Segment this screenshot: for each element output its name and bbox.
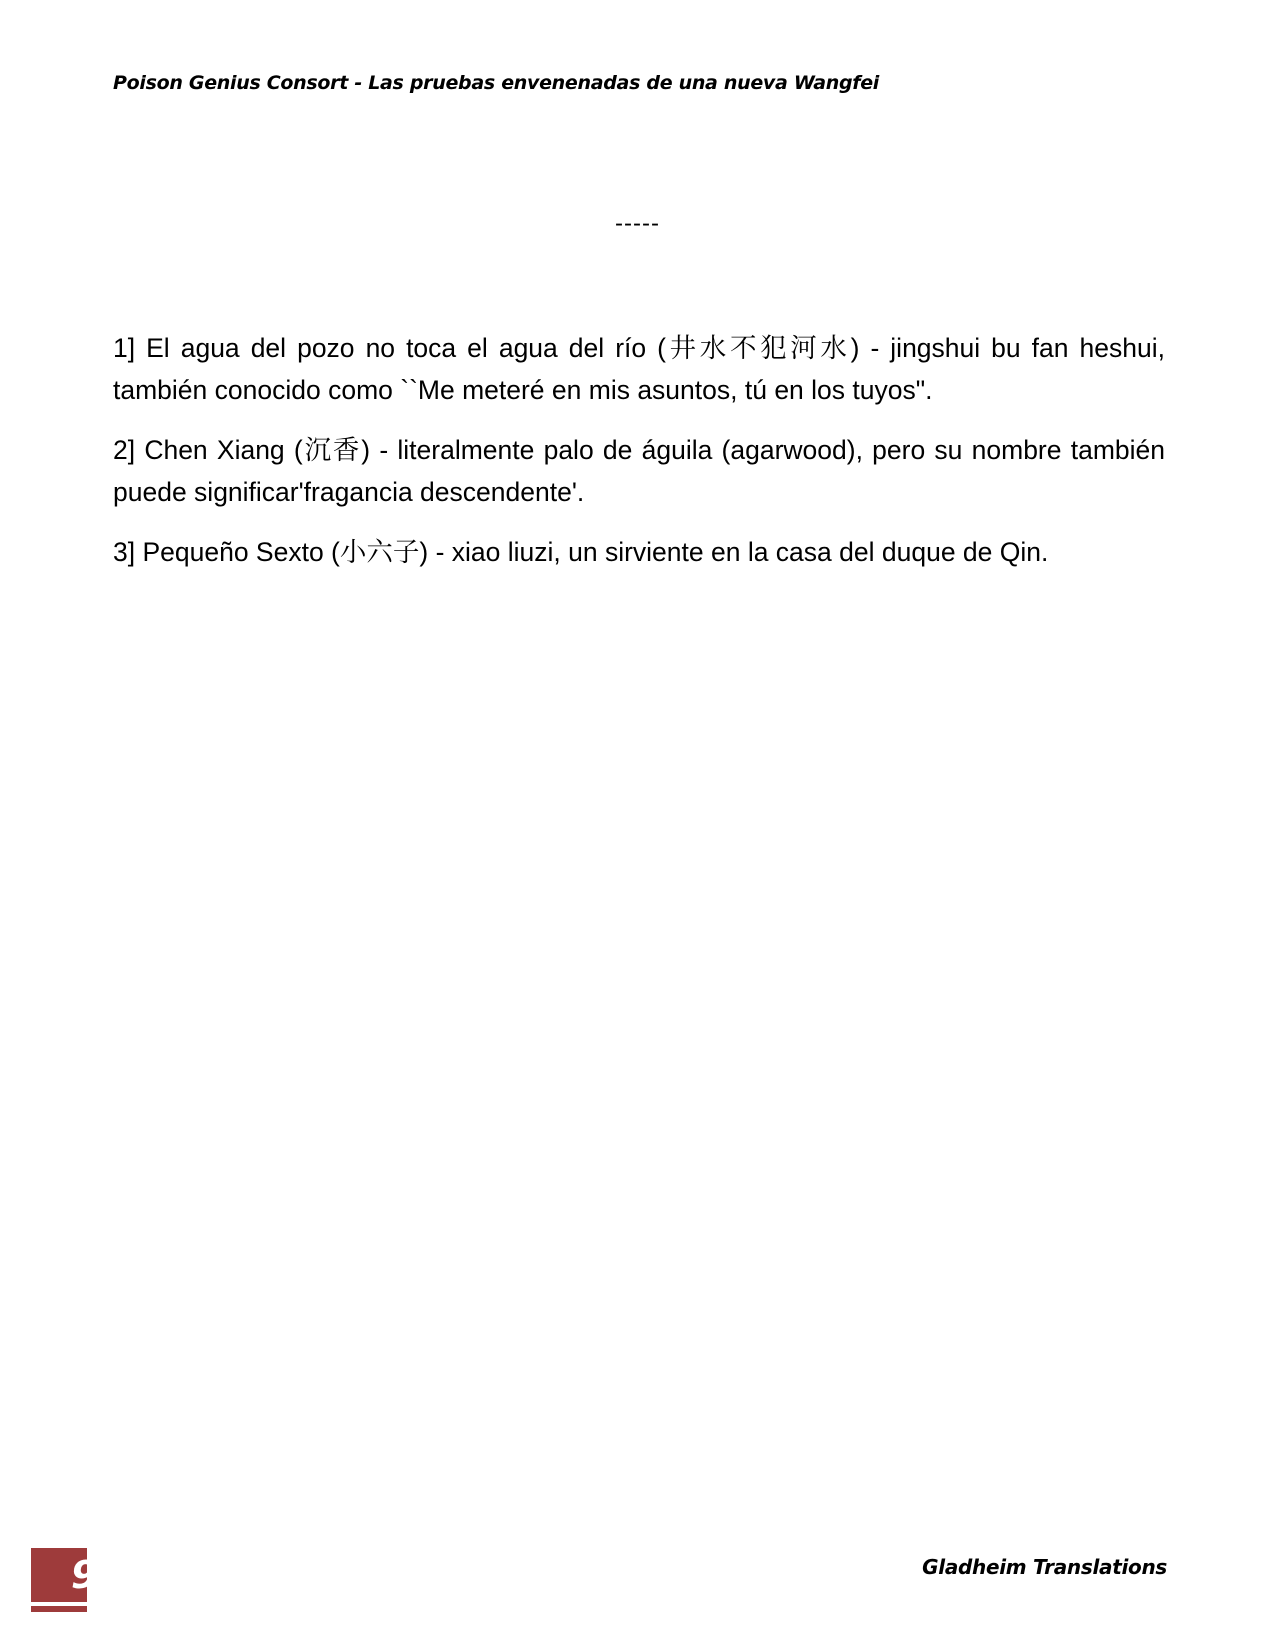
footnote-3: 3] Pequeño Sexto (小六子) - xiao liuzi, un sirviente en la casa del duque de Qin.: [113, 537, 1049, 567]
page-number: 9: [71, 1553, 98, 1597]
footnotes-list: [113, 327, 1165, 591]
footnote-2: 2] Chen Xiang (沉香) - literalmente palo de águila (agarwood), pero su nombre también puede significar'fragancia descendente'.: [113, 435, 1165, 507]
page-number-underline: [31, 1602, 87, 1606]
page-number-badge: [31, 1548, 98, 1612]
footnote-1: 1] El agua del pozo no toca el agua del río (井水不犯河水) - jingshui bu fan heshui, también conocido como ``Me meteré en mis asuntos, tú en los tuyos".: [113, 333, 1165, 405]
footer-credit: Gladheim Translations: [922, 1555, 1167, 1579]
running-header-title: Poison Genius Consort - Las pruebas envenenadas de una nueva Wangfei: [113, 72, 880, 94]
section-separator: -----: [615, 210, 660, 237]
